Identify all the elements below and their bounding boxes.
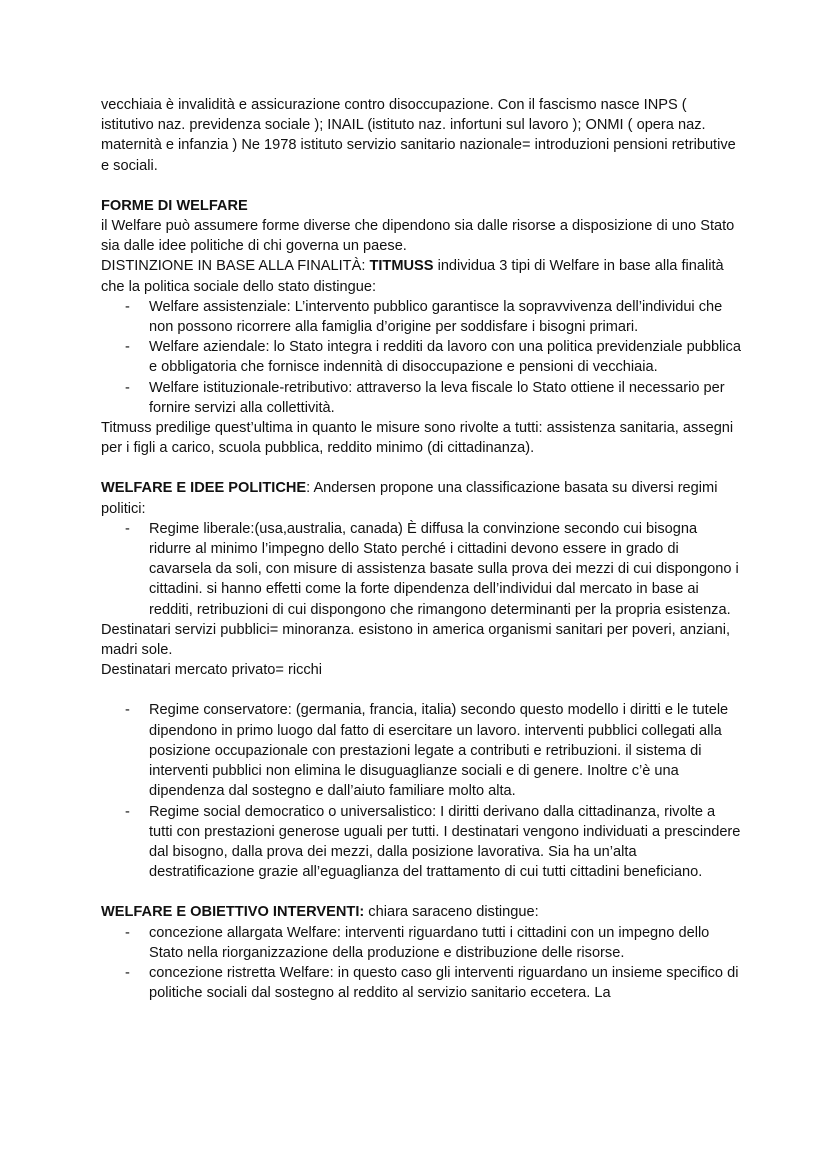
idee-heading: WELFARE E IDEE POLITICHE xyxy=(101,480,307,497)
document-page xyxy=(101,95,741,1003)
list-item: - Regime liberale:(usa,australia, canada) È diffusa la convinzione secondo cui bisogna ridurre al minimo l’impegno dello Stato perché i cittadini devono essere in grado di cavarsela da soli, con misure di assistenza basate sulla prova dei mezzi di cui dispongono i cittadini. si hanno effetti come la forte dipendenza dell’individui dal mercato in base ai redditi, retribuzioni di cui dispongono che rimangono determinanti per la propria esistenza. xyxy=(101,519,741,620)
list-item: - Welfare istituzionale-retributivo: attraverso la leva fiscale lo Stato ottiene il necessario per fornire servizi alla collettività. xyxy=(101,378,741,418)
destinatari-privato: Destinatari mercato privato= ricchi xyxy=(101,662,323,679)
finalita-label: DISTINZIONE IN BASE ALLA FINALITÀ: xyxy=(101,258,366,275)
list-item: - Regime social democratico o universalistico: I diritti derivano dalla cittadinanza, rivolte a tutti con prestazioni generose uguali per tutti. I destinatari vengono individuati a prescindere dal bisogno, dalla prova dei mezzi, dalla posizione lavorativa. Sia ha un’alta destratificazione grazie all’eguaglianza del trattamento di cui tutti cittadini beneficiano. xyxy=(101,802,741,883)
intro-paragraph: vecchiaia è invalidità e assicurazione contro disoccupazione. Con il fascismo nasce INPS ( istitutivo naz. previdenza sociale ); INAIL (istituto naz. infortuni sul lavoro ); ONMI ( opera naz. maternità e infanzia ) Ne 1978 istituto servizio sanitario nazionale= introduzioni pensioni retributive e sociali. xyxy=(101,97,736,174)
list-item: - concezione allargata Welfare: interventi riguardano tutti i cittadini con un impegno dello Stato nella riorganizzazione della produzione e distribuzione delle risorse. xyxy=(101,923,741,963)
forme-conclusion: Titmuss predilige quest’ultima in quanto le misure sono rivolte a tutti: assistenza sanitaria, assegni per i figli a carico, scuola pubblica, reddito minimo (di cittadinanza). xyxy=(101,420,734,457)
list-item: - Welfare assistenziale: L’intervento pubblico garantisce la sopravvivenza dell’individui che non possono ricorrere alla famiglia d’origine per soddisfare i bisogni primari. xyxy=(101,297,741,337)
finalita-text: individua 3 tipi di Welfare in base alla finalità che la politica sociale dello stato distingue: xyxy=(101,258,724,295)
finalita-list xyxy=(101,297,741,418)
finalita-paragraph xyxy=(101,256,741,296)
destinatari-pubblici: Destinatari servizi pubblici= minoranza. esistono in america organismi sanitari per poveri, anziani, madri sole. xyxy=(101,621,731,659)
regimi-list xyxy=(101,519,741,620)
obiettivo-list xyxy=(101,923,741,1004)
obiettivo-heading: WELFARE E OBIETTIVO INTERVENTI: xyxy=(101,904,365,921)
regimi-list-2 xyxy=(101,700,741,882)
obiettivo-text: chiara saraceno distingue: xyxy=(364,904,539,921)
author-titmuss: TITMUSS xyxy=(369,258,434,275)
idee-text: : Andersen propone una classificazione basata su diversi regimi politici: xyxy=(101,480,718,517)
idee-paragraph xyxy=(101,478,741,518)
list-item: - Welfare aziendale: lo Stato integra i redditi da lavoro con una politica previdenziale pubblica e obbligatoria che fornisce indennità di disoccupazione e pensioni di vecchiaia. xyxy=(101,337,741,377)
forme-heading: FORME DI WELFARE xyxy=(101,197,248,214)
forme-intro: il Welfare può assumere forme diverse che dipendono sia dalle risorse a disposizione di uno Stato sia dalle idee politiche di chi governa un paese. xyxy=(101,218,735,255)
list-item: - Regime conservatore: (germania, francia, italia) secondo questo modello i diritti e le tutele dipendono in primo luogo dal fatto di esercitare un lavoro. interventi pubblici collegati alla posizione occupazionale con prestazioni legate a contributi e retribuzioni. il sistema di interventi pubblici non elimina le disuguaglianze sociali e di genere. Inoltre c’è una dipendenza dal sostegno e dall’aiuto familiare molto alta. xyxy=(101,700,741,801)
list-item: - concezione ristretta Welfare: in questo caso gli interventi riguardano un insieme specifico di politiche sociali dal sostegno al reddito al servizio sanitario eccetera. La xyxy=(101,963,741,1003)
obiettivo-paragraph xyxy=(101,902,741,922)
